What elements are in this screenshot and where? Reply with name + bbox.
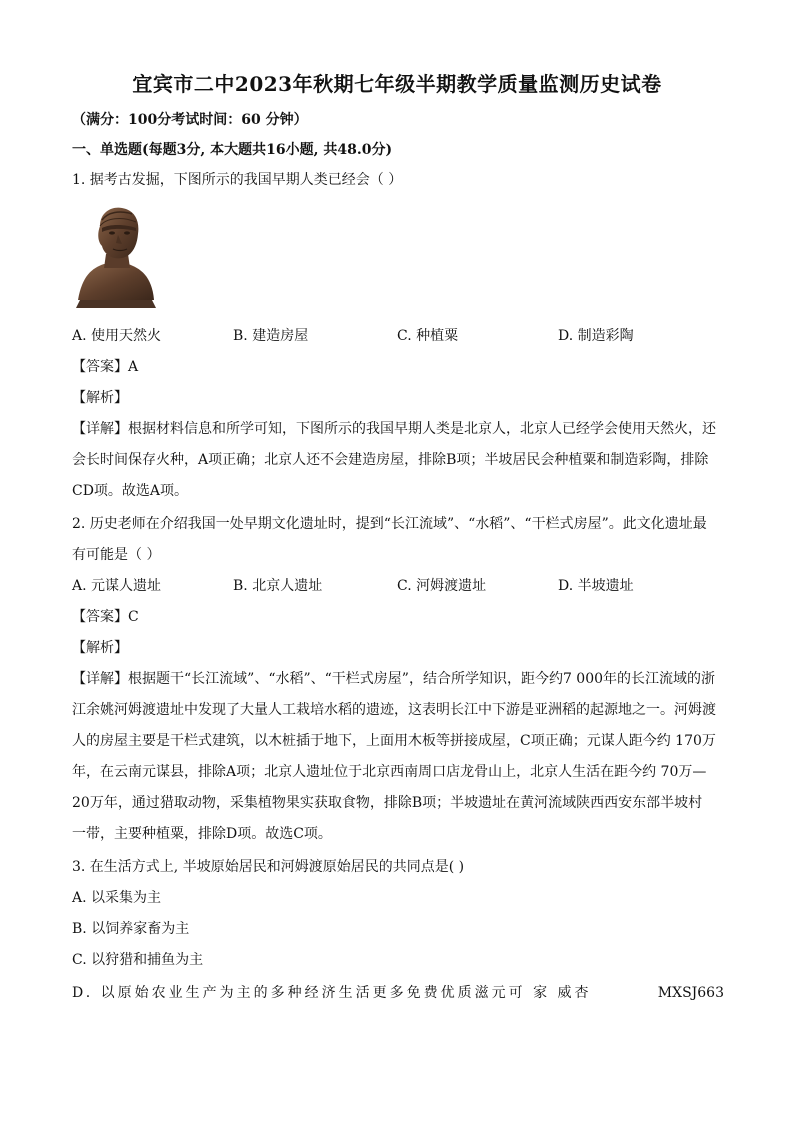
q1-option-d: D. 制造彩陶 <box>558 328 634 344</box>
q2-option-c: C. 河姆渡遗址 <box>397 578 487 594</box>
q1-stem: 1. 据考古发掘，下图所示的我国早期人类已经会（ ） <box>72 172 403 188</box>
q1-detail-line-1: 【详解】根据材料信息和所学可知，下图所示的我国早期人类是北京人，北京人已经学会使用天然火，还 <box>72 421 716 437</box>
q2-detail-line-4: 年，在云南元谋县，排除A项；北京人遗址位于北京西南周口店龙骨山上，北京人生活在距今约 70万— <box>72 764 707 780</box>
q1-option-b: B. 建造房屋 <box>233 328 309 344</box>
q2-option-b: B. 北京人遗址 <box>233 578 323 594</box>
q2-detail-line-6: 一带，主要种植粟，排除D项。故选C项。 <box>72 826 332 842</box>
q2-option-a: A. 元谋人遗址 <box>72 578 162 594</box>
q1-analysis-label: 【解析】 <box>72 390 128 406</box>
q2-detail-line-2: 江余姚河姆渡遗址中发现了大量人工栽培水稻的遗迹，这表明长江中下游是亚洲稻的起源地之一。河姆渡 <box>72 702 716 718</box>
q3-option-b: B. 以饲养家畜为主 <box>72 921 190 937</box>
q1-option-c: C. 种植粟 <box>397 328 459 344</box>
q2-option-d: D. 半坡遗址 <box>558 578 634 594</box>
q3-option-a: A. 以采集为主 <box>72 890 162 906</box>
q2-detail-line-5: 20万年，通过猎取动物，采集植物果实获取食物，排除B项；半坡遗址在黄河流域陕西西安东部半坡村 <box>72 795 703 811</box>
q3-option-c: C. 以狩猎和捕鱼为主 <box>72 952 204 968</box>
q2-stem-line-1: 2. 历史老师在介绍我国一处早期文化遗址时，提到“长江流域”、“水稻”、“干栏式房屋”。此文化遗址最 <box>72 516 707 532</box>
q2-detail-line-1: 【详解】根据题干“长江流域”、“水稻”、“干栏式房屋”，结合所学知识，距今约7 000年的长江流域的浙 <box>72 671 716 687</box>
q1-detail-line-2: 会长时间保存火种，A项正确；北京人还不会建造房屋，排除B项；半坡居民会种植粟和制造彩陶，排除 <box>72 452 709 468</box>
q1-option-a: A. 使用天然火 <box>72 328 162 344</box>
section-heading: 一、单选题(每题3分, 本大题共16小题, 共48.0分) <box>72 142 393 158</box>
q1-answer: 【答案】A <box>72 359 139 375</box>
q2-stem-line-2: 有可能是（ ） <box>72 547 161 563</box>
q2-answer: 【答案】C <box>72 609 139 625</box>
page-title: 宜宾市二中2023年秋期七年级半期教学质量监测历史试卷 <box>132 72 662 96</box>
peking-man-bust-icon <box>72 204 158 308</box>
q2-detail-line-3: 人的房屋主要是干栏式建筑，以木桩插于地下，上面用木板等拼接成屋，C项正确；元谋人距今约 170万 <box>72 733 716 749</box>
q2-analysis-label: 【解析】 <box>72 640 128 656</box>
q3-stem: 3. 在生活方式上, 半坡原始居民和河姆渡原始居民的共同点是( ) <box>72 859 465 875</box>
q3-option-d: D. 以原始农业生产为主的多种经济生活更多免费优质滋元可 家 威杏 <box>72 985 592 1001</box>
q3-option-d-row <box>72 983 724 1003</box>
q1-detail-line-3: CD项。故选A项。 <box>72 483 189 499</box>
exam-info: （满分：100分考试时间：60 分钟） <box>72 112 308 128</box>
footer-code: MXSJ663 <box>657 985 724 1001</box>
